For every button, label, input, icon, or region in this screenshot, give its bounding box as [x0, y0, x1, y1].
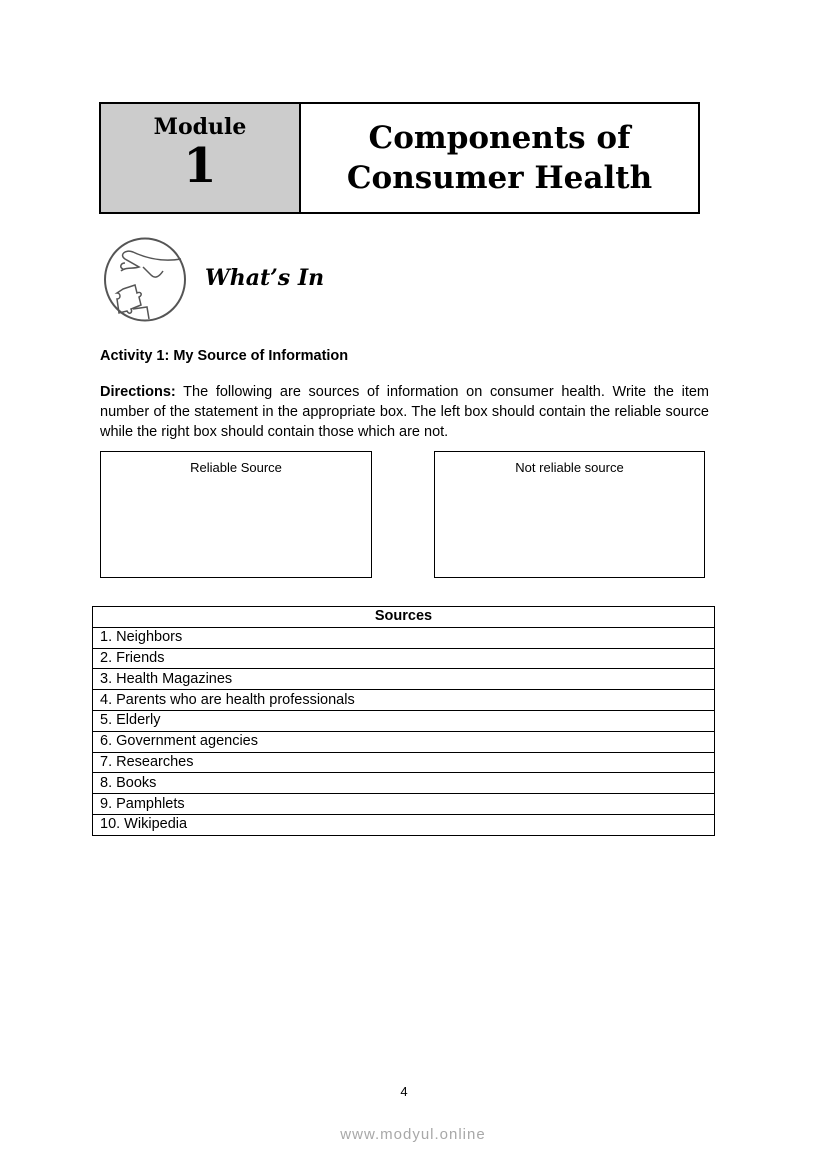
table-row [93, 648, 715, 669]
table-cell: 4. Parents who are health professionals [93, 690, 715, 711]
page-number: 4 [400, 1084, 408, 1099]
module-number-cell [101, 104, 301, 212]
directions [100, 382, 709, 442]
directions-label: Directions: [100, 384, 176, 400]
table-cell: 7. Researches [93, 752, 715, 773]
reliable-source-label: Reliable Source [190, 460, 282, 475]
sources-table [92, 606, 715, 836]
table-cell: 8. Books [93, 773, 715, 794]
module-label: Module [153, 114, 247, 140]
not-reliable-source-label: Not reliable source [515, 460, 624, 475]
title-line-2: Consumer Health [346, 160, 653, 196]
activity-title: Activity 1: My Source of Information [100, 348, 349, 364]
table-row [93, 752, 715, 773]
watermark: www.modyul.online [340, 1126, 486, 1143]
table-cell: 9. Pamphlets [93, 794, 715, 815]
table-cell: 10. Wikipedia [93, 814, 715, 835]
table-row [93, 814, 715, 835]
not-reliable-source-box[interactable] [434, 451, 705, 578]
table-cell: 3. Health Magazines [93, 669, 715, 690]
module-number: 1 [183, 138, 217, 194]
puzzle-hand-icon [103, 237, 187, 322]
directions-text: The following are sources of information on consumer health. Write the item number of the statement in the appropriate box. The left box should contain the reliable source while the right box should contain those which are not. [100, 384, 709, 440]
reliable-source-box[interactable] [100, 451, 372, 578]
table-row [93, 710, 715, 731]
table-row [93, 773, 715, 794]
table-row [93, 627, 715, 648]
table-row [93, 669, 715, 690]
table-row [93, 731, 715, 752]
table-cell: 5. Elderly [93, 710, 715, 731]
table-header: Sources [93, 607, 715, 628]
table-row [93, 690, 715, 711]
module-title [301, 104, 698, 212]
table-cell: 2. Friends [93, 648, 715, 669]
module-header [99, 102, 700, 214]
table-row [93, 794, 715, 815]
section-title: What’s In [205, 265, 325, 291]
table-cell: 6. Government agencies [93, 731, 715, 752]
title-line-1: Components of [368, 120, 631, 156]
table-cell: 1. Neighbors [93, 627, 715, 648]
